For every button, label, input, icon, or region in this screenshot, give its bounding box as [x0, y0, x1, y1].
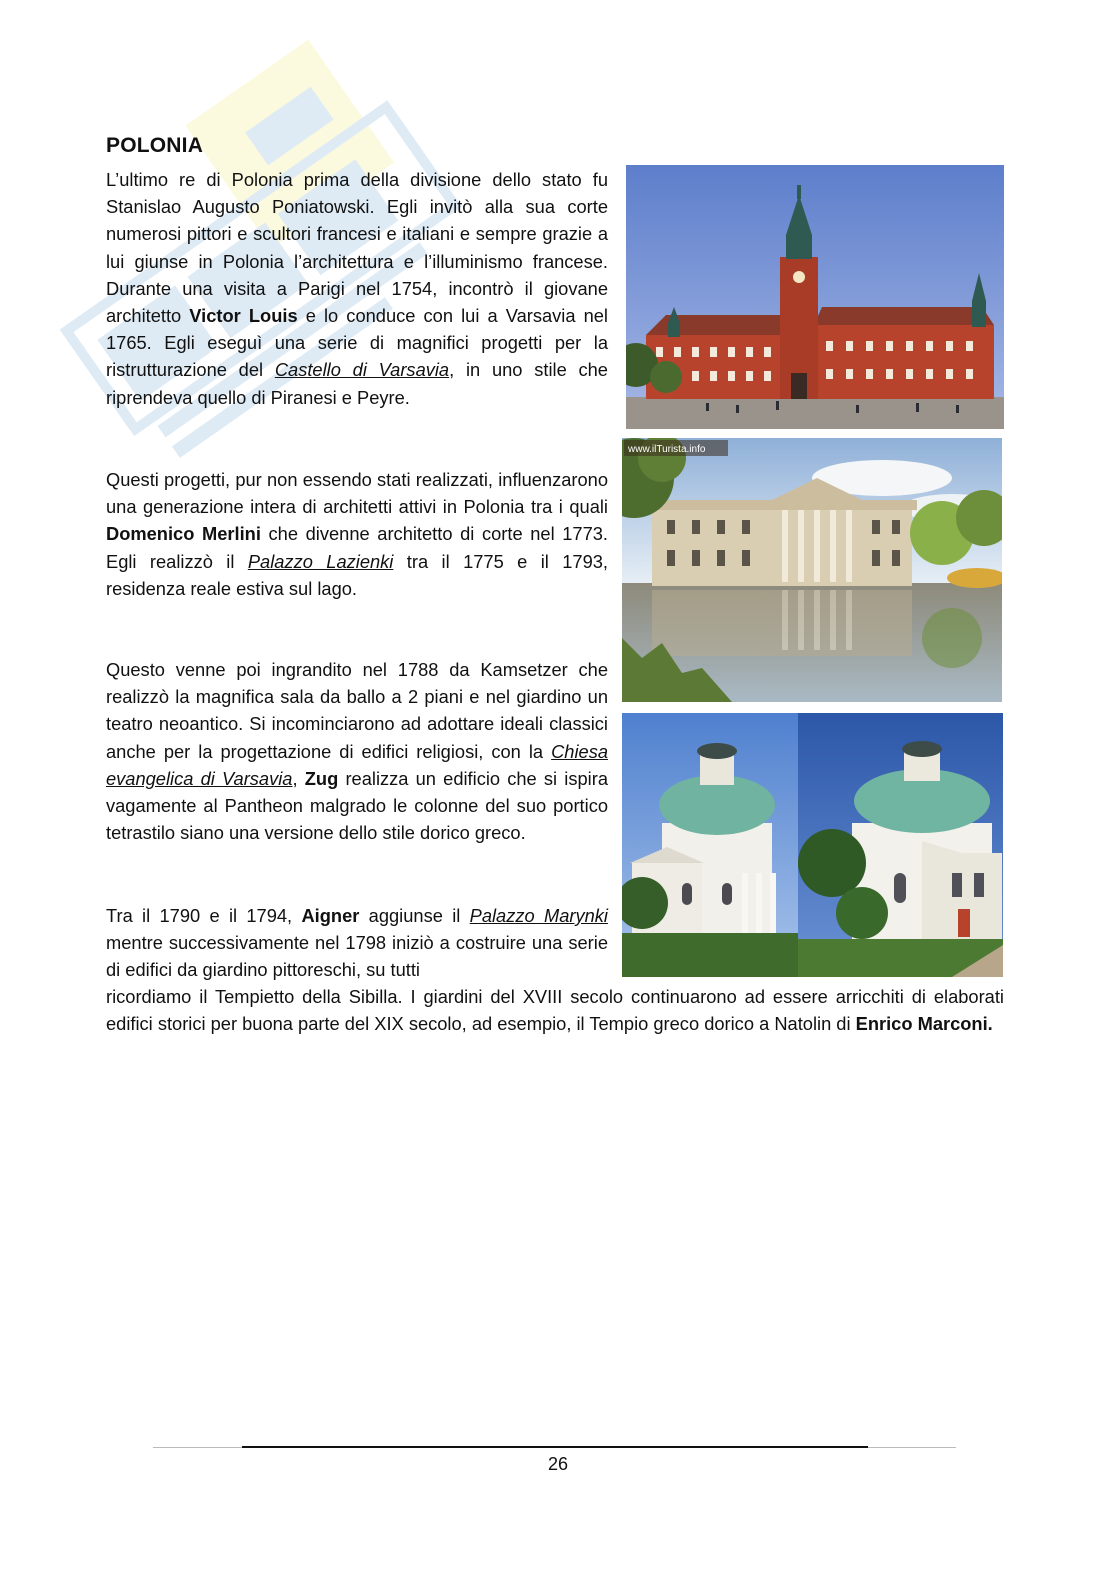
paragraph-4: Tra il 1790 e il 1794, Aigner aggiunse il Palazzo Marynki mentre successivamente nel 1798 iniziò a costruire una serie di edifici da giardino pittoreschi, su tutti	[106, 905, 608, 981]
photo-watermark-text: www.ilTurista.info	[628, 444, 706, 455]
lazienki-palace-photo	[622, 438, 1002, 702]
reference-tempio-greco: Tempio greco dorico	[589, 1013, 754, 1035]
page-number: 26	[547, 1454, 569, 1474]
paragraph-1: L’ultimo re di Polonia prima della divisione dello stato fu Stanislao Augusto Poniatowski. Egli invitò alla sua corte numerosi pittori e scultori francesi e italiani e sempre grazie a lui giunse in Polonia l’architettura e l’illuminismo francese. Durante una visita a Parigi nel 1754, incontrò il giovane architetto Victor Louis e lo conduce con lui a Varsavia nel 1765. Egli eseguì una serie di magnifici progetti per la ristrutturazione del Castello di Varsavia, in uno stile che riprendeva quello di Piranesi e Peyre.	[106, 169, 608, 408]
reference-palazzo-marynki: Palazzo Marynki	[469, 905, 608, 926]
reference-palazzo-lazienki: Palazzo Lazienki	[247, 550, 394, 572]
evangelical-church-photo	[622, 713, 1003, 977]
paragraph-4-continued: ricordiamo il Tempietto della Sibilla. I giardini del XVIII secolo continuarono ad essere arricchiti di elaborati edifici storici per buona parte del XIX secolo, ad esempio, il Tempio greco dorico a Natolin di Enrico Marconi.	[106, 986, 1004, 1035]
castle-photo	[626, 165, 1004, 429]
footer-divider	[242, 1446, 868, 1448]
section-title: POLONIA	[106, 134, 204, 157]
reference-chiesa-evangelica: Chiesa evangelica di Varsavia	[106, 740, 608, 789]
reference-tempietto-sibilla: Tempietto della Sibilla	[214, 986, 398, 1007]
paragraph-2: Questi progetti, pur non essendo stati realizzati, influenzarono una generazione intera di architetti attivi in Polonia tra i quali Domenico Merlini che divenne architetto di corte nel 1773. Egli realizzò il Palazzo Lazienki tra il 1775 e il 1793, residenza reale estiva sul lago.	[106, 469, 609, 599]
paragraph-3: Questo venne poi ingrandito nel 1788 da Kamsetzer che realizzò la magnifica sala da ballo a 2 piani e nel giardino un teatro neoantico. Si incominciarono ad adottare ideali classici anche per la progettazione di edifici religiosi, con la Chiesa evangelica di Varsavia, Zug realizza un edificio che si ispira vagamente al Pantheon malgrado le colonne del suo portico tetrastilo siano una versione dello stile dorico greco.	[106, 659, 608, 844]
reference-castello: Castello di Varsavia	[274, 359, 450, 381]
